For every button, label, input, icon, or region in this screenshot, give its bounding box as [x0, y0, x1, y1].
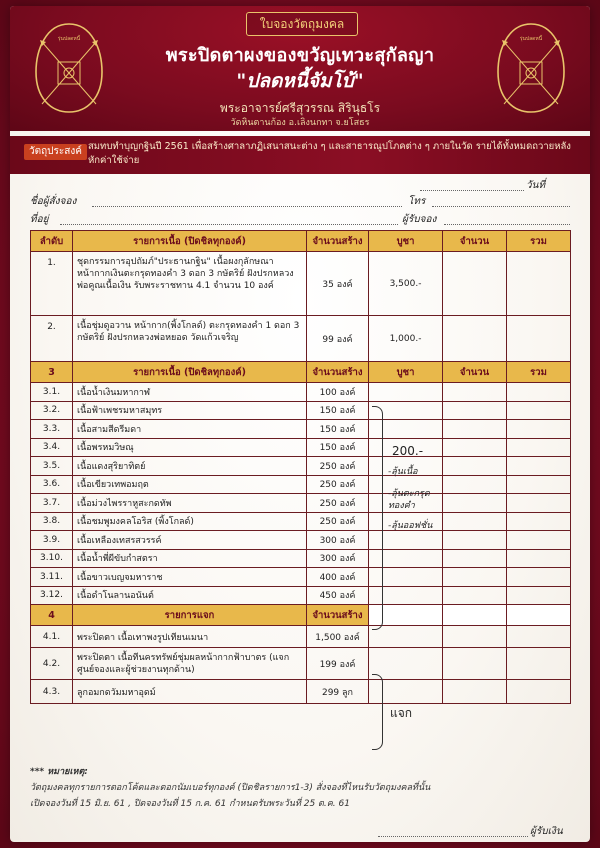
- notes-title: *** หมายเหตุ:: [30, 767, 88, 777]
- row-price: 1,000.-: [369, 316, 443, 362]
- section-3-desc-header: รายการเนื้อ (ปิดชิลทุกองค์): [73, 362, 307, 383]
- row-amount-cell[interactable]: [443, 648, 507, 680]
- col-header-price: บูชา: [369, 231, 443, 252]
- row-desc: เนื้อพรหมวิษณุ: [73, 438, 307, 457]
- row-no: 3.11.: [31, 568, 73, 587]
- row-amount-cell[interactable]: [443, 383, 507, 402]
- row-no: 3.10.: [31, 549, 73, 568]
- table-row: [31, 568, 571, 587]
- subtitle: "ปลดหนี้จัมโบ้": [236, 70, 364, 92]
- section-4-blank: [507, 605, 571, 626]
- row-amount-cell[interactable]: [443, 457, 507, 476]
- row-amount-cell[interactable]: [443, 438, 507, 457]
- main-title: พระปิดตาผงของขวัญเทวะสุกัลญา: [165, 45, 435, 66]
- section-3-no: 3: [31, 362, 73, 383]
- row-desc: เนื้อดำโนลานอนันต์: [73, 586, 307, 605]
- row-amount-cell[interactable]: [443, 252, 507, 316]
- row-qty: 150 องค์: [307, 438, 369, 457]
- row-desc: พระปิดตา เนื้อทีนครทรัพย์ชุ่มผลหน้ากากฟ้าบาตร (แจกศูนย์จองและผู้ช่วยงานทุกด้าน): [73, 648, 307, 680]
- row-total-cell[interactable]: [507, 383, 571, 402]
- row-no: 3.3.: [31, 420, 73, 439]
- row-no: 3.4.: [31, 438, 73, 457]
- table-row: [31, 383, 571, 402]
- row-amount-cell[interactable]: [443, 549, 507, 568]
- col-header-total: รวม: [507, 231, 571, 252]
- row-amount-cell[interactable]: [443, 475, 507, 494]
- phone-rule: [432, 206, 570, 207]
- date-field[interactable]: [420, 178, 570, 192]
- row-no: 3.5.: [31, 457, 73, 476]
- notes-line-1: วัตถุมงคลทุกรายการตอกโค้ดและตอกนัมเบอร์ทุกองค์ (ปิดชิลรายการ1-3) สั่งจองที่ไหนรับวัตถุมงคลที่นั้น: [30, 783, 431, 793]
- row-total-cell[interactable]: [507, 680, 571, 704]
- row-no: 1.: [31, 252, 73, 316]
- section-3-header-row: [31, 362, 571, 383]
- group-3-bracket: [372, 406, 383, 630]
- table-row: [31, 512, 571, 531]
- section-4-desc-header: รายการแจก: [73, 605, 307, 626]
- section-4-qty-header: จำนวนสร้าง: [307, 605, 369, 626]
- row-total-cell[interactable]: [507, 420, 571, 439]
- notes-line-2: เปิดจองวันที่ 15 มิ.ย. 61 , ปิดจองวันที่ 15 ก.ค. 61 กำหนดรับพระวันที่ 25 ต.ค. 61: [30, 799, 350, 809]
- receiver-rule: [444, 224, 570, 225]
- row-total-cell[interactable]: [507, 494, 571, 513]
- table-row: [31, 252, 571, 316]
- booker-phone-row[interactable]: [30, 194, 570, 208]
- row-desc: เนื้อน้ำเงินมหากาฬ: [73, 383, 307, 402]
- row-total-cell[interactable]: [507, 457, 571, 476]
- table-header-row: [31, 231, 571, 252]
- col-header-no: ลำดับ: [31, 231, 73, 252]
- row-qty: 400 องค์: [307, 568, 369, 587]
- date-rule: [420, 190, 524, 191]
- temple-name: วัดหินตานก้อง อ.เลิงนกทา จ.ยโสธร: [230, 118, 370, 128]
- header-banner: [10, 6, 590, 131]
- row-price-cell: [369, 383, 443, 402]
- row-total-cell[interactable]: [507, 531, 571, 550]
- row-no: 3.12.: [31, 586, 73, 605]
- row-qty: 1,500 องค์: [307, 626, 369, 648]
- group-3-rows: [31, 383, 571, 605]
- row-desc: เนื้อเหลืองเทสรสวรรค์: [73, 531, 307, 550]
- table-row: [31, 438, 571, 457]
- row-qty: 35 องค์: [307, 252, 369, 316]
- row-no: 4.2.: [31, 648, 73, 680]
- row-no: 3.9.: [31, 531, 73, 550]
- row-desc: เนื้อฟ้าเพชรมหาสมุทร: [73, 401, 307, 420]
- row-qty: 299 ลูก: [307, 680, 369, 704]
- row-desc: เนื้อม่วงไพรราหูสะกดทัพ: [73, 494, 307, 513]
- row-desc: เนื้อเขียวเทพอมฤต: [73, 475, 307, 494]
- group-4-bracket: [372, 674, 383, 750]
- row-qty: 150 องค์: [307, 401, 369, 420]
- row-desc: เนื้อน้ำพี่ผีขับกำสตรา: [73, 549, 307, 568]
- section-4-no: 4: [31, 605, 73, 626]
- row-amount-cell[interactable]: [443, 420, 507, 439]
- amulet-emblem-left: [32, 20, 106, 116]
- receiver-label: ผู้รับจอง: [402, 214, 437, 225]
- row-amount-cell[interactable]: [443, 531, 507, 550]
- row-total-cell[interactable]: [507, 626, 571, 648]
- row-no: 4.1.: [31, 626, 73, 648]
- row-qty: 250 องค์: [307, 512, 369, 531]
- row-qty: 150 องค์: [307, 420, 369, 439]
- address-receiver-row[interactable]: [30, 212, 570, 226]
- date-label: วันที่: [526, 180, 546, 191]
- group-3-price: 200.-: [392, 444, 424, 458]
- amulet-emblem-right: [494, 20, 568, 116]
- booker-label: ชื่อผู้สั่งจอง: [30, 196, 77, 207]
- row-total-cell[interactable]: [507, 568, 571, 587]
- purpose-band: [10, 136, 590, 174]
- master-name: พระอาจารย์ศรีสุวรรณ สิรินุธโร: [219, 101, 381, 115]
- row-no: 3.6.: [31, 475, 73, 494]
- table-row: [31, 680, 571, 704]
- row-total-cell[interactable]: [507, 438, 571, 457]
- payee-label: ผู้รับเงิน: [530, 826, 563, 837]
- section-3-total-header: รวม: [507, 362, 571, 383]
- address-label: ที่อยู่: [30, 214, 49, 225]
- row-amount-cell[interactable]: [443, 680, 507, 704]
- booking-form-sheet: [10, 6, 590, 842]
- row-desc: เนื้อแดงสุริยาทิตย์: [73, 457, 307, 476]
- row-total-cell[interactable]: [507, 586, 571, 605]
- table-row: [31, 549, 571, 568]
- row-desc: พระปิดตา เนื้อเทาพงรูปเทียนเมนา: [73, 626, 307, 648]
- booker-rule: [92, 206, 402, 207]
- row-total-cell[interactable]: [507, 549, 571, 568]
- table-row: [31, 475, 571, 494]
- group-4-note: แจก: [390, 706, 413, 720]
- document-type-tag: ใบจองวัตถุมงคล: [246, 12, 358, 36]
- row-qty: 199 องค์: [307, 648, 369, 680]
- section-3-price-header: บูชา: [369, 362, 443, 383]
- row-desc: เนื้อชุ่มดูอวาน หน้ากาก(พิ้งโกลด์) ตะกรุดทองคำ 1 ดอก 3 กษัตริย์ ฝังปรกหลวงพ่อหยอด วัดแก้วเจริญ: [73, 316, 307, 362]
- row-no: 3.7.: [31, 494, 73, 513]
- table-row: [31, 626, 571, 648]
- row-amount-cell[interactable]: [443, 401, 507, 420]
- row-qty: 300 องค์: [307, 531, 369, 550]
- row-desc: เนื้อชมพูมงคลโอริส (พิ้งโกลด์): [73, 512, 307, 531]
- row-qty: 250 องค์: [307, 494, 369, 513]
- svg-text:รุ่นปลดหนี้: รุ่นปลดหนี้: [57, 36, 81, 42]
- row-qty: 450 องค์: [307, 586, 369, 605]
- row-total-cell[interactable]: [507, 401, 571, 420]
- row-total-cell[interactable]: [507, 252, 571, 316]
- group-3-note: -ลุ้นเนื้อ: [388, 467, 418, 477]
- table-row: [31, 457, 571, 476]
- row-qty: 300 องค์: [307, 549, 369, 568]
- row-amount-cell[interactable]: [443, 316, 507, 362]
- row-price: 3,500.-: [369, 252, 443, 316]
- phone-label: โทร: [408, 196, 426, 207]
- address-rule: [60, 224, 398, 225]
- row-amount-cell[interactable]: [443, 626, 507, 648]
- table-row: [31, 586, 571, 605]
- row-no: 4.3.: [31, 680, 73, 704]
- row-qty: 100 องค์: [307, 383, 369, 402]
- row-total-cell[interactable]: [507, 316, 571, 362]
- table-row: [31, 648, 571, 680]
- row-amount-cell[interactable]: [443, 512, 507, 531]
- table-row: [31, 316, 571, 362]
- row-total-cell[interactable]: [507, 512, 571, 531]
- row-price-cell: [369, 626, 443, 648]
- section-4-blank: [443, 605, 507, 626]
- payee-rule: [378, 836, 528, 837]
- table-row: [31, 420, 571, 439]
- group-3-note: -ลุ้นออฟชั่น: [388, 521, 433, 531]
- section-4-header-row: [31, 605, 571, 626]
- col-header-desc: รายการเนื้อ (ปิดชิลทุกองค์): [73, 231, 307, 252]
- row-qty: 250 องค์: [307, 457, 369, 476]
- row-no: 3.1.: [31, 383, 73, 402]
- table-row: [31, 531, 571, 550]
- row-desc: เนื้อสามสีดรีมดา: [73, 420, 307, 439]
- row-no: 2.: [31, 316, 73, 362]
- section-3-amount-header: จำนวน: [443, 362, 507, 383]
- row-total-cell[interactable]: [507, 648, 571, 680]
- purpose-text: สมทบทำบุญกฐินปี 2561 เพื่อสร้างศาลาภฏิเสนาสนะต่าง ๆ และสาธารณูปโภคต่าง ๆ ภายในวัด รายได้ทั้งหมดถวายหลังหักค่าใช้จ่าย: [88, 141, 571, 166]
- col-header-amount: จำนวน: [443, 231, 507, 252]
- row-no: 3.2.: [31, 401, 73, 420]
- purpose-label: วัตถุประสงค์: [24, 144, 87, 160]
- svg-text:รุ่นปลดหนี้: รุ่นปลดหนี้: [519, 36, 543, 42]
- row-desc: เนื้อขาวเบญจมหาราช: [73, 568, 307, 587]
- row-amount-cell[interactable]: [443, 586, 507, 605]
- payee-signature-row[interactable]: [378, 824, 568, 838]
- table-row: [31, 401, 571, 420]
- items-table: [30, 230, 571, 704]
- row-amount-cell[interactable]: [443, 568, 507, 587]
- row-desc: ลูกอมกดวัมมหาอุดม์: [73, 680, 307, 704]
- row-total-cell[interactable]: [507, 475, 571, 494]
- row-qty: 99 องค์: [307, 316, 369, 362]
- row-no: 3.8.: [31, 512, 73, 531]
- row-desc: ชุดกรรมการอุปถัมภ์"ประธานกฐิน" เนื้อผงกุลักษณา หน้ากากเงินตะกรุดทองคำ 3 ดอก 3 กษัตริย์ ฝังปรกหลวงพ่อคูณเนื้อเงิน รับพระราชทาน 4.1 จำนวน 10 องค์: [73, 252, 307, 316]
- row-qty: 250 องค์: [307, 475, 369, 494]
- section-3-qty-header: จำนวนสร้าง: [307, 362, 369, 383]
- col-header-qty: จำนวนสร้าง: [307, 231, 369, 252]
- group-3-note: -ลุ้นตะกรุด ทองคำ: [388, 489, 430, 511]
- table-row: [31, 494, 571, 513]
- row-amount-cell[interactable]: [443, 494, 507, 513]
